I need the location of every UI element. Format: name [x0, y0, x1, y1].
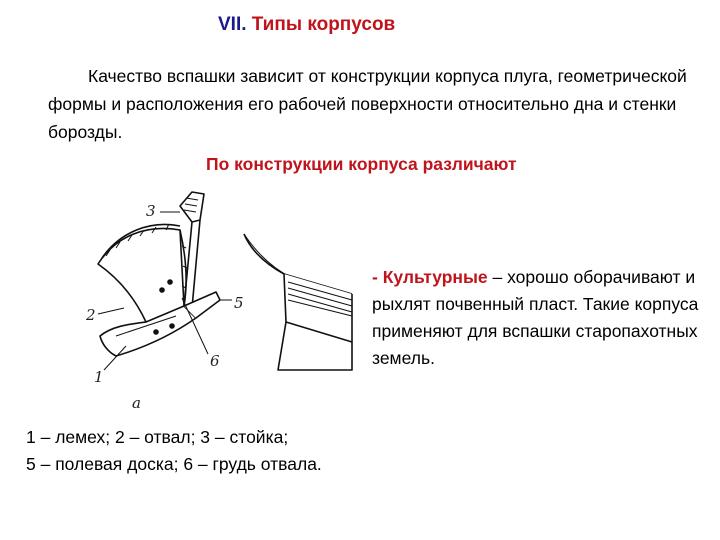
- type-name: - Культурные: [372, 267, 488, 287]
- type-description-text: – хорошо оборачивают и рыхлят почвенный пласт. Такие корпуса применяют для вспашки старопахотных земель.: [372, 267, 699, 368]
- legend-line-2: 5 – полевая доска; 6 – грудь отвала.: [26, 454, 322, 474]
- figure-label-5: 5: [234, 294, 244, 312]
- title-text: Типы корпусов: [251, 14, 396, 35]
- culture-body-profile: [232, 222, 362, 372]
- figure-label-2: 2: [86, 306, 96, 324]
- legend-line-1: 1 – лемех; 2 – отвал; 3 – стойка;: [26, 427, 289, 447]
- figure-caption: а: [132, 394, 141, 412]
- slide-title: [218, 14, 395, 36]
- intro-text: Качество вспашки зависит от конструкции корпуса плуга, геометрической формы и расположения его рабочей поверхности относительно дна и стенки борозды.: [48, 66, 687, 142]
- figure-label-6: 6: [210, 352, 220, 370]
- subheading: По конструкции корпуса различают: [206, 154, 517, 174]
- intro-paragraph: [48, 62, 688, 146]
- type-description: [372, 264, 712, 372]
- figure-legend: [26, 424, 322, 478]
- figure-label-1: 1: [94, 368, 104, 386]
- title-number: VII.: [218, 14, 247, 35]
- figure-label-3: 3: [146, 202, 156, 220]
